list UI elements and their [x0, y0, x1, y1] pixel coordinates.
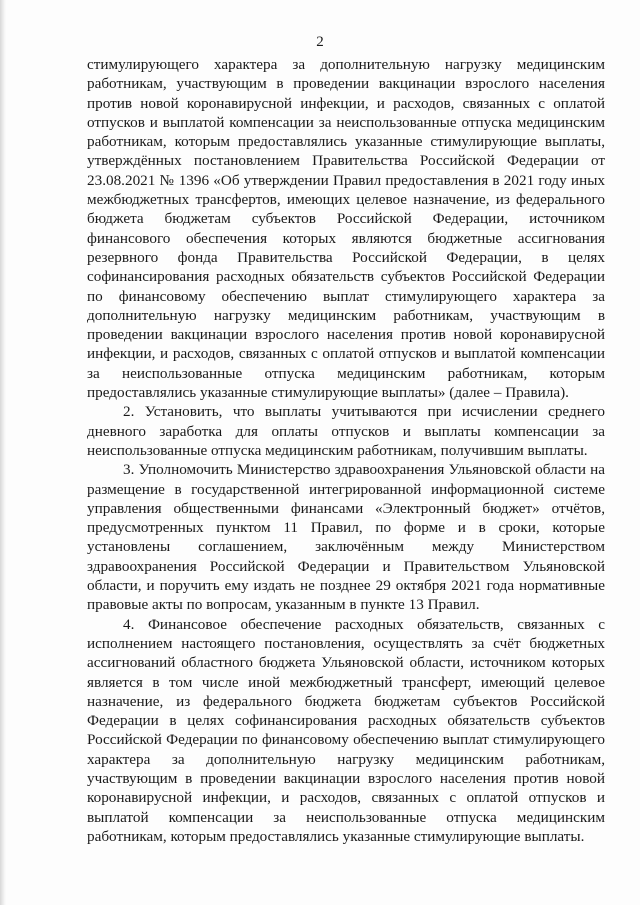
scan-edge-shadow: [0, 0, 6, 905]
paragraph-item-4: 4. Финансовое обеспечение расходных обязательств, связанных с исполнением настоящего постановления, осуществлять за счёт бюджетных ассигнований областного бюджета Ульяновской области, источником которых является в том числе иной межбюджетный трансферт, имеющий целевое назначение, из федерального бюджета бюджетам субъектов Российской Федерации в целях софинансирования расходных обязательств субъектов Российской Федерации по финансовому обеспечению выплат стимулирующего характера за дополнительную нагрузку медицинским работникам, участвующим в проведении вакцинации взрослого населения против новой коронавирусной инфекции, и расходов, связанных с оплатой отпусков и выплатой компенсации за неиспользованные отпуска медицинским работникам, которым предоставлялись указанные стимулирующие выплаты.: [87, 615, 605, 845]
paragraph-continuation: стимулирующего характера за дополнительную нагрузку медицинским работникам, участвующим в проведении вакцинации взрослого населения против новой коронавирусной инфекции, и расходов, связанных с оплатой отпусков и выплатой компенсации за неиспользованные отпуска медицинским работникам, которым предоставлялись указанные стимулирующие выплаты, утверждённых постановлением Правительства Российской Федерации от 23.08.2021 № 1396 «Об утверждении Правил предоставления в 2021 году иных межбюджетных трансфертов, имеющих целевое назначение, из федерального бюджета бюджетам субъектов Российской Федерации, источником финансового обеспечения которых являются бюджетные ассигнования резервного фонда Правительства Российской Федерации, в целях софинансирования расходных обязательств субъектов Российской Федерации по финансовому обеспечению выплат стимулирующего характера за дополнительную нагрузку медицинским работникам, участвующим в проведении вакцинации взрослого населения против новой коронавирусной инфекции, и расходов, связанных с оплатой отпусков и выплатой компенсации за неиспользованные отпуска медицинским работникам, которым предоставлялись указанные стимулирующие выплаты» (далее – Правила).: [87, 56, 605, 402]
document-body: [87, 55, 605, 846]
paragraph-item-3: 3. Уполномочить Министерство здравоохранения Ульяновской области на размещение в государственной интегрированной информационной системе управления общественными финансами «Электронный бюджет» отчётов, предусмотренных пунктом 11 Правил, по форме и в сроки, которые установлены соглашением, заключённым между Министерством здравоохранения Российской Федерации и Правительством Ульяновской области, и поручить ему издать не позднее 29 октября 2021 года нормативные правовые акты по вопросам, указанным в пункте 13 Правил.: [87, 461, 605, 614]
paragraph-item-2: 2. Установить, что выплаты учитываются при исчислении среднего дневного заработка для оплаты отпусков и выплаты компенсации за неиспользованные отпуска медицинским работникам, получившим выплаты.: [87, 403, 605, 459]
page-number: 2: [316, 34, 324, 50]
